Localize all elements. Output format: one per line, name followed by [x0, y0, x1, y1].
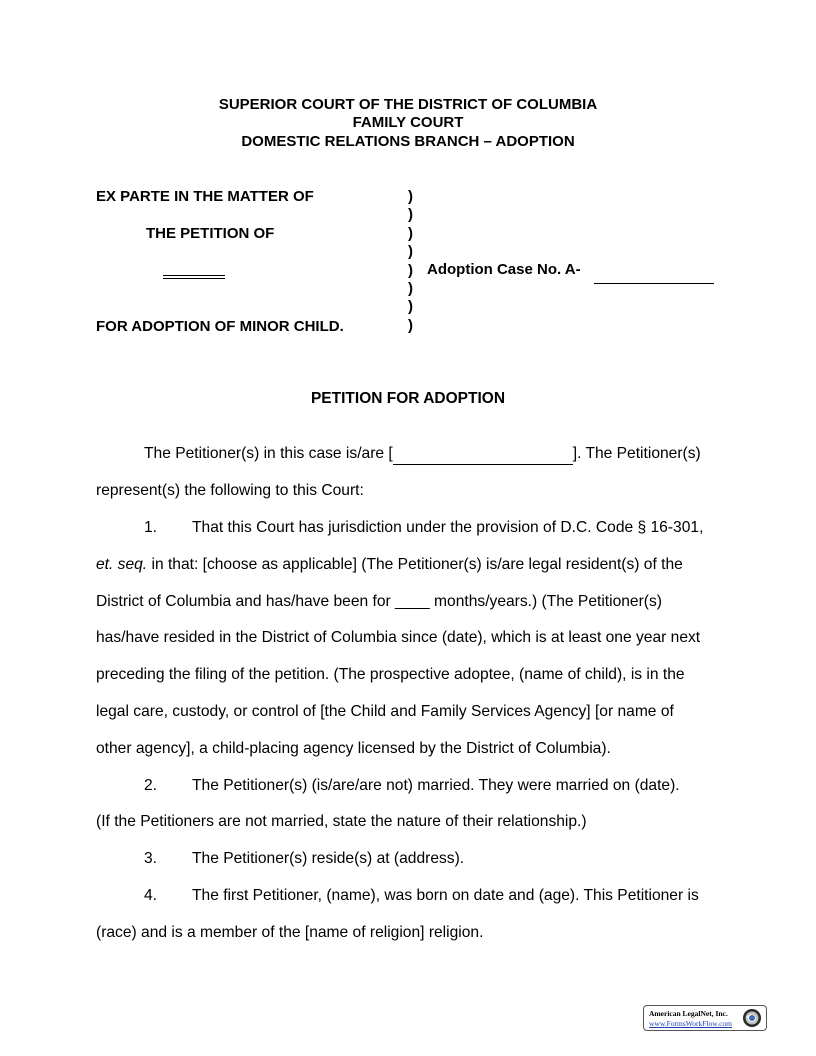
caption-paren: ) — [408, 224, 413, 242]
footer-badge[interactable] — [643, 1005, 767, 1031]
p1-line-3: District of Columbia and has/have been for ____ months/years.) (The Petitioner(s) — [96, 593, 662, 610]
caption-paren: ) — [408, 206, 413, 224]
petitioner-names-field[interactable] — [393, 444, 573, 465]
caption-paren: ) — [408, 188, 413, 205]
case-number-field[interactable] — [594, 283, 714, 284]
p3-line-1: The Petitioner(s) reside(s) at (address). — [192, 850, 465, 867]
court-division: FAMILY COURT — [352, 114, 464, 131]
court-name: SUPERIOR COURT OF THE DISTRICT OF COLUMBIA — [218, 96, 598, 113]
caption-paren: ) — [408, 298, 413, 316]
globe-logo-icon — [742, 1008, 762, 1028]
caption-paren: ) — [408, 316, 413, 334]
caption-ex-parte: EX PARTE IN THE MATTER OF — [96, 188, 314, 205]
intro-line-2: represent(s) the following to this Court: — [96, 482, 364, 499]
p1-number: 1. — [144, 519, 158, 536]
p1-line-6: legal care, custody, or control of [the Child and Family Services Agency] [or name of — [96, 703, 674, 720]
caption-paren: ) — [408, 261, 413, 279]
caption-petition-of: THE PETITION OF — [146, 225, 275, 242]
p1-line-7: other agency], a child-placing agency licensed by the District of Columbia). — [96, 740, 611, 757]
case-number-label: Adoption Case No. A- — [427, 261, 581, 278]
p2-number: 2. — [144, 777, 158, 794]
caption-for-adoption: FOR ADOPTION OF MINOR CHILD. — [96, 318, 344, 335]
caption-paren: ) — [408, 243, 413, 261]
document-title: PETITION FOR ADOPTION — [310, 390, 506, 407]
petitioner-name-line-top — [163, 275, 225, 276]
petitioner-name-line-bottom — [163, 278, 225, 279]
p1-line-1: That this Court has jurisdiction under the provision of D.C. Code § 16-301, — [192, 519, 704, 536]
p1-line-4: has/have resided in the District of Columbia since (date), which is at least one year next — [96, 629, 701, 646]
badge-company-name: American LegalNet, Inc. — [649, 1009, 728, 1018]
intro-text-b: ]. The Petitioner(s) — [572, 445, 701, 462]
p2-line-2: (If the Petitioners are not married, state the nature of their relationship.) — [96, 813, 587, 830]
court-branch: DOMESTIC RELATIONS BRANCH – ADOPTION — [241, 133, 575, 150]
p1-line-5: preceding the filing of the petition. (The prospective adoptee, (name of child), is in the — [96, 666, 685, 683]
p1-line-2 — [96, 555, 683, 575]
p3-number: 3. — [144, 850, 158, 867]
intro-text-a: The Petitioner(s) in this case is/are [ — [144, 445, 393, 462]
badge-url-link[interactable]: www.FormsWorkFlow.com — [649, 1019, 733, 1028]
p4-number: 4. — [144, 887, 158, 904]
p4-line-2: (race) and is a member of the [name of religion] religion. — [96, 924, 484, 941]
p2-line-1: The Petitioner(s) (is/are/are not) married. They were married on (date). — [192, 777, 680, 794]
p1-et-seq: et. seq. — [96, 556, 148, 573]
p1-line-2-rest: in that: [choose as applicable] (The Petitioner(s) is/are legal resident(s) of the — [147, 556, 683, 573]
intro-line-1 — [144, 444, 701, 465]
p4-line-1: The first Petitioner, (name), was born on date and (age). This Petitioner is — [192, 887, 699, 904]
caption-paren: ) — [408, 280, 413, 297]
